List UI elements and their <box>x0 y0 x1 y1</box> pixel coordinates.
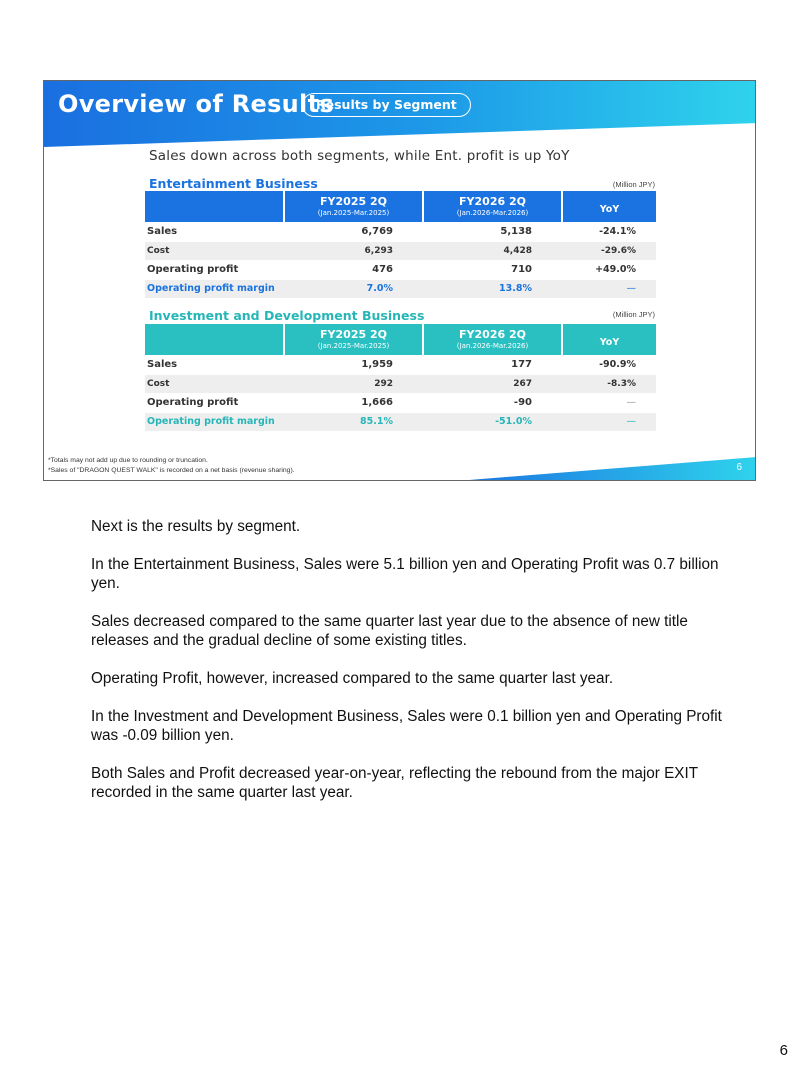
row-label: Cost <box>145 374 284 393</box>
page-number: 6 <box>779 1042 788 1059</box>
value-curr: -90 <box>423 393 562 412</box>
row-label: Sales <box>145 222 284 241</box>
row-label: Operating profit margin <box>145 279 284 298</box>
row-label: Operating profit <box>145 260 284 279</box>
notes-paragraph: Sales decreased compared to the same quarter last year due to the absence of new title releases and the gradual decline of some existing titles. <box>91 613 688 649</box>
value-yoy: — <box>562 279 656 298</box>
header-prev: FY2025 2Q (Jan.2025-Mar.2025) <box>284 191 423 222</box>
table-row <box>145 260 656 279</box>
header-blank <box>145 324 284 355</box>
value-yoy: -29.6% <box>562 241 656 260</box>
table-row <box>145 279 656 298</box>
value-curr: 13.8% <box>423 279 562 298</box>
header-curr: FY2026 2Q (Jan.2026-Mar.2026) <box>423 324 562 355</box>
investment-title: Investment and Development Business <box>149 308 425 323</box>
table-row <box>145 355 656 374</box>
notes-paragraph: In the Investment and Development Business, Sales were 0.1 billion yen and Operating Profit was -0.09 billion yen. <box>91 708 722 744</box>
table-row <box>145 222 656 241</box>
investment-table <box>145 324 656 432</box>
table-row <box>145 412 656 431</box>
row-label: Cost <box>145 241 284 260</box>
value-curr: 710 <box>423 260 562 279</box>
value-prev: 6,769 <box>284 222 423 241</box>
value-prev: 85.1% <box>284 412 423 431</box>
speaker-notes <box>91 517 731 821</box>
value-yoy: -24.1% <box>562 222 656 241</box>
unit-label: (Million JPY) <box>612 310 655 319</box>
slide-title: Overview of Results <box>58 90 334 118</box>
header-blank <box>145 191 284 222</box>
value-prev: 476 <box>284 260 423 279</box>
notes-paragraph: Operating Profit, however, increased compared to the same quarter last year. <box>91 670 614 687</box>
header-yoy: YoY <box>562 324 656 355</box>
value-yoy: — <box>562 393 656 412</box>
notes-paragraph: Both Sales and Profit decreased year-on-year, reflecting the rebound from the major EXIT recorded in the same quarter last year. <box>91 765 698 801</box>
footnote: *Sales of "DRAGON QUEST WALK" is recorded on a net basis (revenue sharing). <box>48 466 295 474</box>
entertainment-table <box>145 191 656 299</box>
value-prev: 6,293 <box>284 241 423 260</box>
footnotes <box>48 456 295 475</box>
value-prev: 1,959 <box>284 355 423 374</box>
slide-page-number: 6 <box>736 462 742 473</box>
section-pill: Results by Segment <box>302 93 471 117</box>
notes-paragraph: In the Entertainment Business, Sales were 5.1 billion yen and Operating Profit was 0.7 billion yen. <box>91 556 719 592</box>
footnote: *Totals may not add up due to rounding or truncation. <box>48 457 208 464</box>
value-curr: -51.0% <box>423 412 562 431</box>
value-prev: 1,666 <box>284 393 423 412</box>
value-yoy: +49.0% <box>562 260 656 279</box>
slide-headline: Sales down across both segments, while Ent. profit is up YoY <box>149 148 570 164</box>
value-yoy: -8.3% <box>562 374 656 393</box>
value-curr: 5,138 <box>423 222 562 241</box>
table-header <box>145 191 656 222</box>
header-yoy: YoY <box>562 191 656 222</box>
table-row <box>145 241 656 260</box>
notes-paragraph: Next is the results by segment. <box>91 518 301 535</box>
header-curr: FY2026 2Q (Jan.2026-Mar.2026) <box>423 191 562 222</box>
table-row <box>145 374 656 393</box>
value-curr: 177 <box>423 355 562 374</box>
table-row <box>145 393 656 412</box>
value-yoy: -90.9% <box>562 355 656 374</box>
value-prev: 7.0% <box>284 279 423 298</box>
row-label: Sales <box>145 355 284 374</box>
value-yoy: — <box>562 412 656 431</box>
entertainment-title: Entertainment Business <box>149 176 318 191</box>
unit-label: (Million JPY) <box>612 180 655 189</box>
value-curr: 4,428 <box>423 241 562 260</box>
value-curr: 267 <box>423 374 562 393</box>
slide <box>43 80 756 481</box>
header-prev: FY2025 2Q (Jan.2025-Mar.2025) <box>284 324 423 355</box>
table-header <box>145 324 656 355</box>
row-label: Operating profit margin <box>145 412 284 431</box>
value-prev: 292 <box>284 374 423 393</box>
row-label: Operating profit <box>145 393 284 412</box>
